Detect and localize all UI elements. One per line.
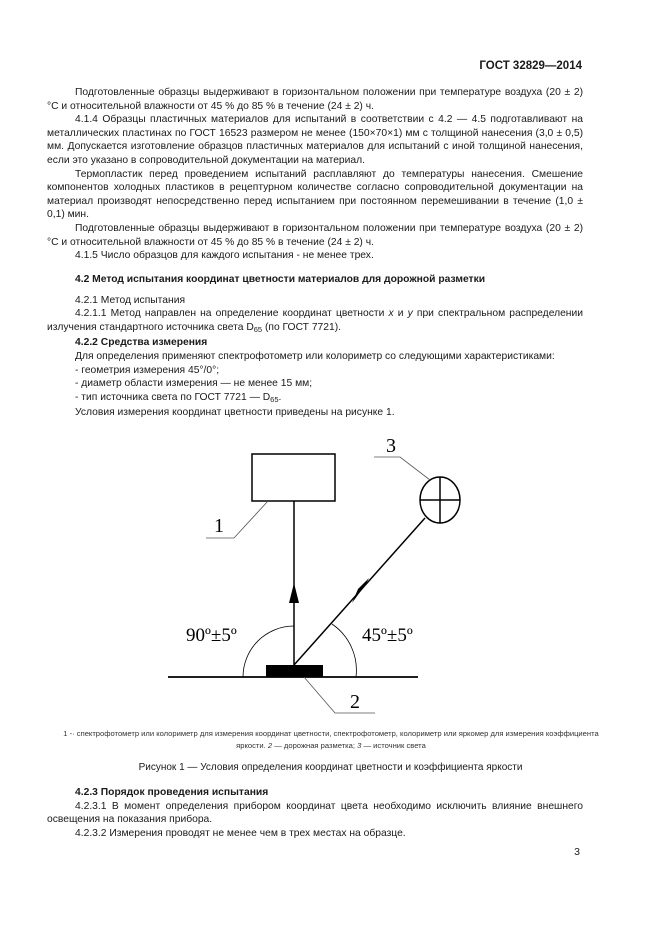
angle-arc-45 [332, 624, 356, 677]
paragraph-4-2-2: Для определения применяют спектрофотометр или колориметр со следующими характеристиками: [75, 350, 555, 362]
subsection-heading-4-2-3: 4.2.3 Порядок проведения испытания [75, 787, 269, 798]
list-item: - геометрия измерения 45°/0°; [75, 364, 220, 376]
road-marking-sample [266, 665, 323, 677]
figure-label-3: 3 [386, 435, 396, 457]
figure-reference: Условия измерения координат цветности приведены на рисунке 1. [75, 407, 395, 419]
figure-label-1: 1 [214, 515, 224, 537]
angle-label-90: 90º±5º [186, 625, 237, 646]
figure-caption: Рисунок 1 — Условия определения координат цветности и коэффициента яркости [138, 762, 523, 773]
instrument-box [252, 454, 335, 501]
paragraph-4-1-4: 4.1.4 Образцы пластичных материалов для испытаний в соответствии с 4.2 — 4.5 подготавливают на металлических пластинах по ГОСТ 16523 размером не менее (150×70×1) мм с толщиной нанесения (3,0 ± 0,5) мм. Допускается изготовление образцов пластичных материалов для испытаний с иной толщиной нанесения, если это указано в сопроводительной документации на материал. [47, 114, 583, 166]
paragraph: Подготовленные образцы выдерживают в горизонтальном положении при температуре воздуха (20 ± 2) °С и относительной влажности от 45 % до 85 % в течение (24 ± 2) ч. [47, 222, 583, 248]
paragraph: Подготовленные образцы выдерживают в горизонтальном положении при температуре воздуха (20 ± 2) °С и относительной влажности от 45 % до 85 % в течение (24 ± 2) ч. [47, 87, 583, 112]
paragraph-4-2-1-1: 4.2.1.1 Метод направлен на определение координат цветности x и y при спектральном распределении излучения стандартного источника света $D_{65}$ (по ГОСТ 7721). [47, 308, 583, 334]
subsection-heading-4-2-2: 4.2.2 Средства измерения [75, 337, 208, 349]
paragraph: Термопластик перед проведением испытаний расплавляют до температуры нанесения. Смешение компонентов холодных пластиков в рецептурном количестве согласно сопроводительной документации на материал производят непосредственно перед испытанием при постоянном перемешивании в течение (1,0 ± 0,1) мин. [47, 168, 583, 221]
document-header: ГОСТ 32829—2014 [479, 60, 582, 72]
figure-legend: 1 -· спектрофотометр или колориметр для измерения координат цветности, спектрофотометр, колориметр или яркомер для измерения коэффициента яркости. 2 — дорожная разметка; 3 — источник света [63, 729, 599, 750]
paragraph-4-2-3-2: 4.2.3.2 Измерения проводят не менее чем в трех местах на образце. [75, 827, 406, 839]
list-item: - тип источника света по ГОСТ 7721 — $D_{65}$. [75, 391, 282, 404]
angle-label-45: 45º±5º [362, 625, 413, 646]
down-arrow-icon [352, 578, 369, 603]
list-item: - диаметр области измерения — не менее 15 мм; [75, 378, 313, 390]
subsection-4-2-1: 4.2.1 Метод испытания [75, 294, 186, 306]
body-text-block-3 [47, 786, 583, 840]
section-heading-4-2: 4.2 Метод испытания координат цветности материалов для дорожной разметки [75, 274, 486, 285]
page-number: 3 [574, 846, 580, 858]
up-arrow-icon [289, 583, 299, 603]
paragraph-4-2-3-1: 4.2.3.1 В момент определения прибором координат цвета необходимо исключить влияние внешнего освещения на показания прибора. [47, 800, 583, 826]
paragraph-4-1-5: 4.1.5 Число образцов для каждого испытания - не менее трех. [75, 250, 374, 262]
figure-label-2: 2 [350, 691, 360, 713]
